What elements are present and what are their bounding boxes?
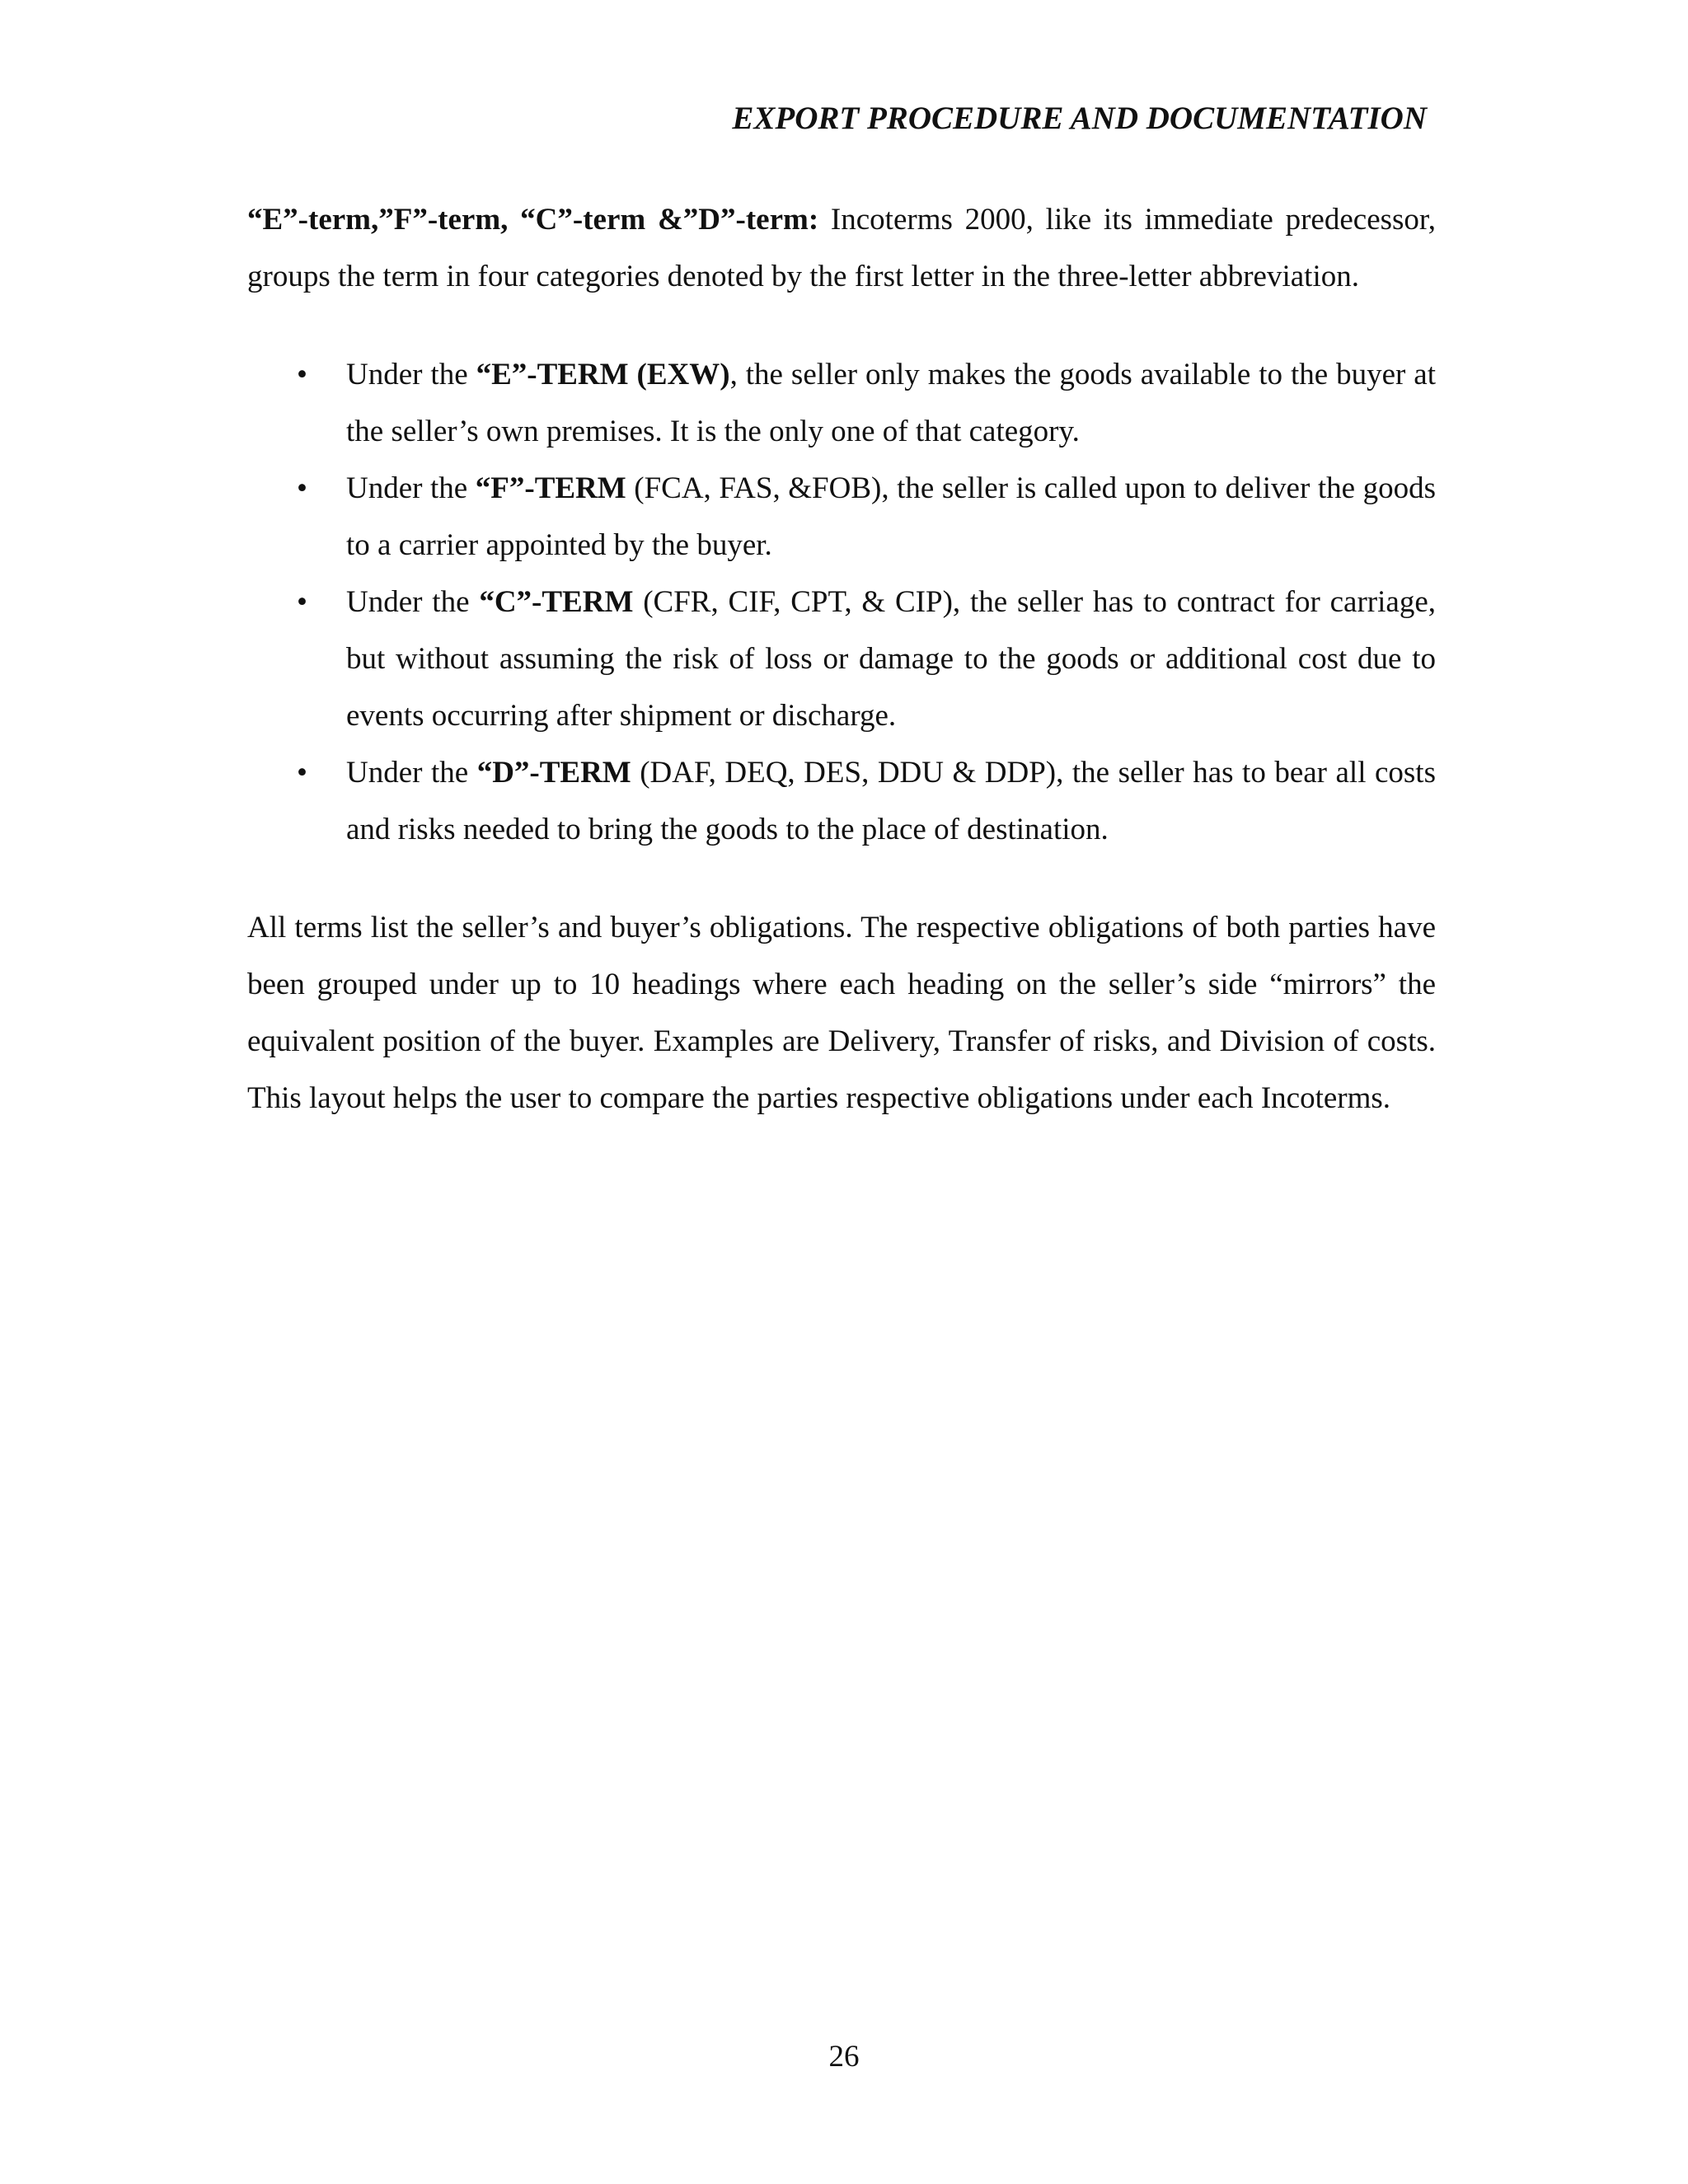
item-prefix: Under the [346,585,480,619]
page-body [247,191,1436,1127]
item-term: “C”-TERM [479,585,634,619]
bullet-icon: • [297,471,307,505]
bullet-icon: • [297,358,307,391]
closing-paragraph: All terms list the seller’s and buyer’s obligations. The respective obligations of both parties have been grouped under up to 10 headings where each heading on the seller’s side “mirrors” the equivalent position of the buyer. Examples are Delivery, Transfer of risks, and Division of costs. This layout helps the user to compare the parties respective obligations under each Incoterms. [247,911,1436,1115]
bullet-icon: • [297,585,307,619]
intro-heading: “E”-term,”F”-term, “C”-term &”D”-term: [247,203,819,237]
running-header: EXPORT PROCEDURE AND DOCUMENTATION [732,101,1427,136]
item-text: (FCA, FAS, &FOB), the seller is called upon to deliver the goods to a carrier appointed by the buyer. [346,471,1436,562]
intro-text: Incoterms 2000, like its immediate predecessor, groups the term in four categories denoted by the first letter in the three-letter abbreviation. [247,203,1436,293]
item-term: “E”-TERM (EXW) [476,358,730,391]
item-prefix: Under the [346,358,476,391]
item-text: , the seller only makes the goods available to the buyer at the seller’s own premises. It is the only one of that category. [346,358,1436,448]
page-number: 26 [828,2040,860,2074]
intro-paragraph [247,191,1436,305]
bullet-icon: • [297,756,307,790]
item-term: “D”-TERM [476,756,631,790]
item-text: (DAF, DEQ, DES, DDU & DDP), the seller has to bear all costs and risks needed to bring the goods to the place of destination. [346,756,1436,846]
item-text: (CFR, CIF, CPT, & CIP), the seller has to contract for carriage, but without assuming the risk of loss or damage to the goods or additional cost due to events occurring after shipment or discharge. [346,585,1437,733]
term-list [247,346,1436,858]
item-prefix: Under the [346,756,477,790]
list-item-e-term [297,346,1436,460]
list-item-f-term [297,460,1436,574]
list-item-c-term [297,574,1437,744]
list-item-d-term [297,744,1436,858]
item-term: “F”-TERM [475,471,626,505]
item-prefix: Under the [346,471,476,505]
